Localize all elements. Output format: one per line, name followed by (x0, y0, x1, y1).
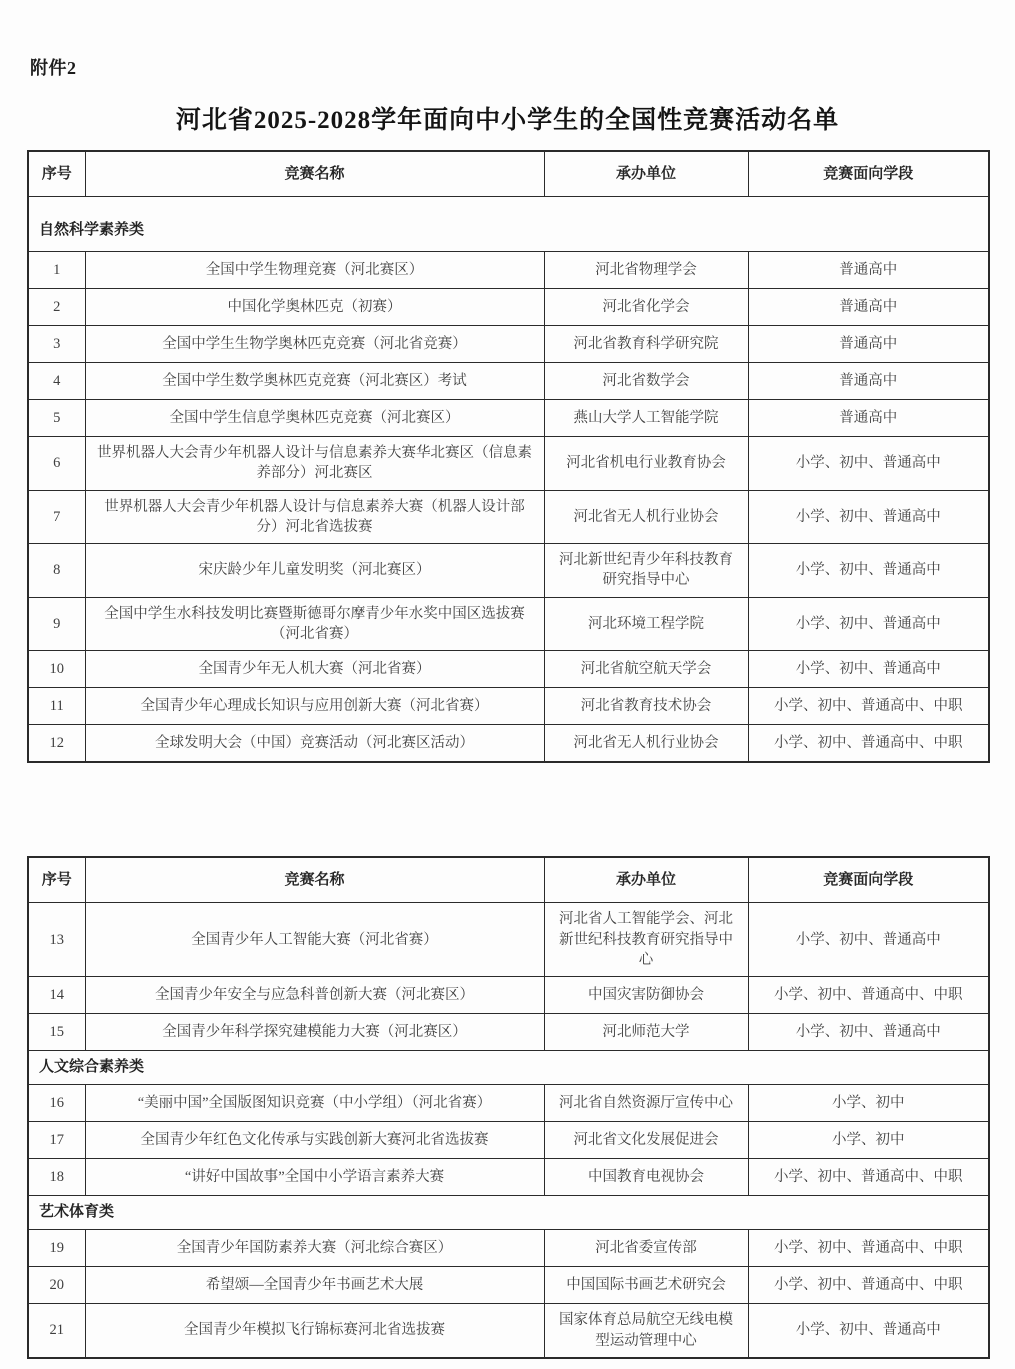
column-header: 竞赛面向学段 (748, 151, 989, 197)
table-row (28, 725, 989, 763)
cell-organizer: 河北省无人机行业协会 (544, 490, 748, 544)
table-row (28, 1014, 989, 1051)
cell-target-stage: 普通高中 (748, 326, 989, 363)
category-label: 艺术体育类 (28, 1196, 989, 1230)
cell-index: 11 (28, 688, 85, 725)
cell-target-stage: 小学、初中 (748, 1085, 989, 1122)
cell-competition-name: 全国中学生信息学奥林匹克竞赛（河北赛区） (85, 400, 544, 437)
cell-competition-name: 全国青少年无人机大赛（河北省赛） (85, 651, 544, 688)
cell-organizer: 河北新世纪青少年科技教育研究指导中心 (544, 544, 748, 598)
cell-index: 18 (28, 1159, 85, 1196)
cell-competition-name: 中国化学奥林匹克（初赛） (85, 289, 544, 326)
cell-index: 17 (28, 1122, 85, 1159)
cell-organizer: 河北省物理学会 (544, 252, 748, 289)
table-row (28, 363, 989, 400)
cell-target-stage: 小学、初中、普通高中 (748, 437, 989, 491)
cell-index: 15 (28, 1014, 85, 1051)
cell-competition-name: 全国青少年安全与应急科普创新大赛（河北赛区） (85, 977, 544, 1014)
table-row (28, 597, 989, 651)
table-header-row (28, 857, 989, 903)
cell-competition-name: 宋庆龄少年儿童发明奖（河北赛区） (85, 544, 544, 598)
cell-index: 13 (28, 903, 85, 977)
cell-index: 9 (28, 597, 85, 651)
table-row (28, 903, 989, 977)
category-label: 自然科学素养类 (28, 197, 989, 252)
table-row (28, 1267, 989, 1304)
cell-competition-name: “美丽中国”全国版图知识竞赛（中小学组）（河北省赛） (85, 1085, 544, 1122)
category-row (28, 1196, 989, 1230)
cell-target-stage: 小学、初中、普通高中、中职 (748, 725, 989, 763)
table-row (28, 1159, 989, 1196)
cell-index: 4 (28, 363, 85, 400)
cell-target-stage: 小学、初中、普通高中、中职 (748, 1230, 989, 1267)
cell-index: 14 (28, 977, 85, 1014)
cell-target-stage: 小学、初中、普通高中、中职 (748, 977, 989, 1014)
cell-competition-name: 世界机器人大会青少年机器人设计与信息素养大赛华北赛区（信息素养部分）河北赛区 (85, 437, 544, 491)
cell-competition-name: 全国青少年国防素养大赛（河北综合赛区） (85, 1230, 544, 1267)
competition-table-part-2 (27, 856, 990, 1358)
cell-organizer: 河北省教育科学研究院 (544, 326, 748, 363)
table-row (28, 651, 989, 688)
cell-organizer: 国家体育总局航空无线电模型运动管理中心 (544, 1304, 748, 1358)
cell-target-stage: 小学、初中、普通高中 (748, 490, 989, 544)
cell-competition-name: 全国青少年心理成长知识与应用创新大赛（河北省赛） (85, 688, 544, 725)
cell-competition-name: 希望颂—全国青少年书画艺术大展 (85, 1267, 544, 1304)
column-header: 序号 (28, 857, 85, 903)
cell-index: 12 (28, 725, 85, 763)
cell-target-stage: 普通高中 (748, 400, 989, 437)
cell-organizer: 河北省人工智能学会、河北新世纪科技教育研究指导中心 (544, 903, 748, 977)
cell-target-stage: 小学、初中、普通高中 (748, 1304, 989, 1358)
cell-competition-name: 全国中学生数学奥林匹克竞赛（河北赛区）考试 (85, 363, 544, 400)
cell-organizer: 河北省委宣传部 (544, 1230, 748, 1267)
cell-competition-name: 全国中学生物理竞赛（河北赛区） (85, 252, 544, 289)
column-header: 承办单位 (544, 857, 748, 903)
cell-organizer: 河北省航空航天学会 (544, 651, 748, 688)
cell-target-stage: 小学、初中、普通高中 (748, 597, 989, 651)
table-row (28, 1122, 989, 1159)
cell-organizer: 河北省无人机行业协会 (544, 725, 748, 763)
cell-organizer: 河北省化学会 (544, 289, 748, 326)
cell-target-stage: 普通高中 (748, 363, 989, 400)
column-header: 序号 (28, 151, 85, 197)
category-row (28, 197, 989, 252)
category-label: 人文综合素养类 (28, 1051, 989, 1085)
table-row (28, 326, 989, 363)
cell-target-stage: 小学、初中、普通高中 (748, 1014, 989, 1051)
cell-organizer: 燕山大学人工智能学院 (544, 400, 748, 437)
cell-competition-name: 世界机器人大会青少年机器人设计与信息素养大赛（机器人设计部分）河北省选拔赛 (85, 490, 544, 544)
cell-index: 21 (28, 1304, 85, 1358)
table-row (28, 437, 989, 491)
cell-index: 8 (28, 544, 85, 598)
column-header: 竞赛面向学段 (748, 857, 989, 903)
cell-target-stage: 小学、初中、普通高中 (748, 903, 989, 977)
table-row (28, 1230, 989, 1267)
cell-index: 1 (28, 252, 85, 289)
table-header-row (28, 151, 989, 197)
cell-index: 10 (28, 651, 85, 688)
cell-organizer: 河北师范大学 (544, 1014, 748, 1051)
cell-competition-name: 全国青少年科学探究建模能力大赛（河北赛区） (85, 1014, 544, 1051)
page-title: 河北省2025-2028学年面向中小学生的全国性竞赛活动名单 (175, 107, 840, 134)
table-row (28, 977, 989, 1014)
table-row (28, 289, 989, 326)
cell-organizer: 中国教育电视协会 (544, 1159, 748, 1196)
category-row (28, 1051, 989, 1085)
column-header: 竞赛名称 (85, 151, 544, 197)
cell-organizer: 河北省文化发展促进会 (544, 1122, 748, 1159)
cell-target-stage: 小学、初中、普通高中、中职 (748, 1159, 989, 1196)
cell-organizer: 河北省自然资源厅宣传中心 (544, 1085, 748, 1122)
cell-competition-name: 全国中学生生物学奥林匹克竞赛（河北省竞赛） (85, 326, 544, 363)
cell-organizer: 中国灾害防御协会 (544, 977, 748, 1014)
cell-competition-name: 全国青少年模拟飞行锦标赛河北省选拔赛 (85, 1304, 544, 1358)
table-row (28, 688, 989, 725)
attachment-label: 附件2 (30, 58, 77, 78)
cell-competition-name: “讲好中国故事”全国中小学语言素养大赛 (85, 1159, 544, 1196)
cell-index: 2 (28, 289, 85, 326)
cell-index: 20 (28, 1267, 85, 1304)
cell-index: 16 (28, 1085, 85, 1122)
table-row (28, 544, 989, 598)
cell-organizer: 河北省教育技术协会 (544, 688, 748, 725)
column-header: 竞赛名称 (85, 857, 544, 903)
cell-competition-name: 全国青少年人工智能大赛（河北省赛） (85, 903, 544, 977)
cell-competition-name: 全球发明大会（中国）竞赛活动（河北赛区活动） (85, 725, 544, 763)
cell-target-stage: 小学、初中、普通高中、中职 (748, 1267, 989, 1304)
cell-organizer: 河北省数学会 (544, 363, 748, 400)
cell-index: 5 (28, 400, 85, 437)
cell-target-stage: 小学、初中 (748, 1122, 989, 1159)
cell-competition-name: 全国青少年红色文化传承与实践创新大赛河北省选拔赛 (85, 1122, 544, 1159)
cell-competition-name: 全国中学生水科技发明比赛暨斯德哥尔摩青少年水奖中国区选拔赛（河北省赛） (85, 597, 544, 651)
cell-index: 19 (28, 1230, 85, 1267)
cell-target-stage: 普通高中 (748, 252, 989, 289)
competition-table-part-1 (27, 150, 990, 763)
cell-target-stage: 普通高中 (748, 289, 989, 326)
cell-target-stage: 小学、初中、普通高中、中职 (748, 688, 989, 725)
cell-index: 7 (28, 490, 85, 544)
column-header: 承办单位 (544, 151, 748, 197)
cell-index: 3 (28, 326, 85, 363)
table-row (28, 490, 989, 544)
cell-index: 6 (28, 437, 85, 491)
table-row (28, 1085, 989, 1122)
cell-organizer: 河北省机电行业教育协会 (544, 437, 748, 491)
document-page (0, 54, 1015, 1369)
cell-target-stage: 小学、初中、普通高中 (748, 651, 989, 688)
table-row (28, 252, 989, 289)
table-row (28, 400, 989, 437)
cell-organizer: 中国国际书画艺术研究会 (544, 1267, 748, 1304)
cell-organizer: 河北环境工程学院 (544, 597, 748, 651)
table-row (28, 1304, 989, 1358)
cell-target-stage: 小学、初中、普通高中 (748, 544, 989, 598)
